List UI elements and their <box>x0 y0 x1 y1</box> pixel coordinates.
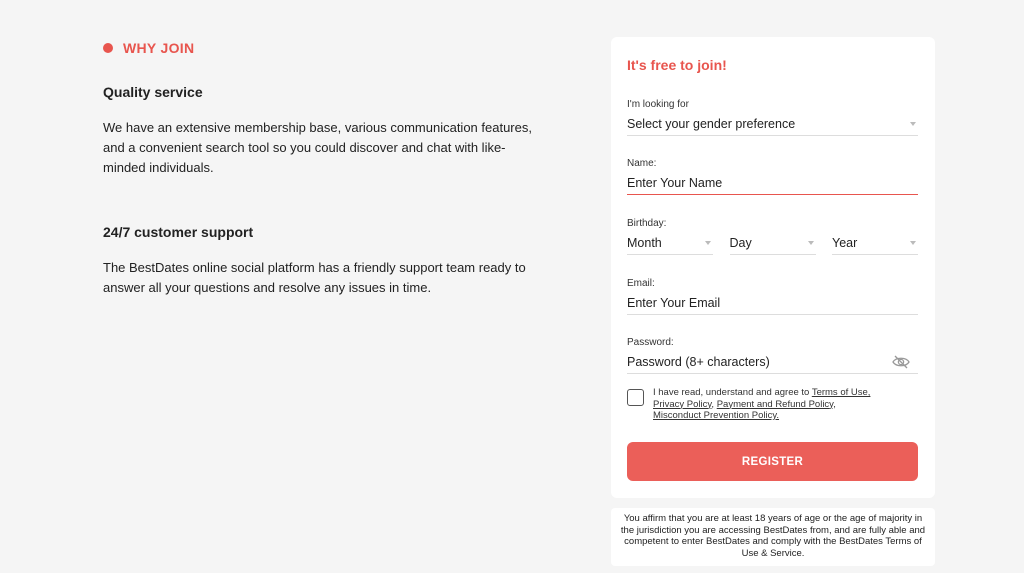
feature-customer-support <box>103 224 533 298</box>
age-disclaimer: You affirm that you are at least 18 years of age or the age of majority in the jurisdiction you are accessing BestDates from, and are fully able and competent to enter BestDates and comply with the BestDates Terms of Use & Service. <box>611 508 935 566</box>
birthday-month-select[interactable] <box>627 233 713 255</box>
password-field <box>627 337 918 374</box>
terms-agreement <box>627 387 918 422</box>
gender-preference-select[interactable] <box>627 114 918 136</box>
terms-prefix: I have read, understand and agree to <box>653 387 812 398</box>
day-value: Day <box>729 236 752 250</box>
why-join-heading <box>103 40 194 56</box>
year-value: Year <box>832 236 858 250</box>
feature-text: The BestDates online social platform has a friendly support team ready to answer all your questions and resolve any issues in time. <box>103 260 526 295</box>
chevron-down-icon <box>910 122 916 126</box>
register-button[interactable]: REGISTER <box>627 442 918 481</box>
dot-icon <box>103 43 113 53</box>
feature-title: 24/7 customer support <box>103 224 254 240</box>
email-label: Email: <box>627 278 655 289</box>
password-input[interactable] <box>627 352 918 374</box>
terms-checkbox[interactable] <box>627 389 644 406</box>
name-placeholder: Enter Your Name <box>627 176 723 190</box>
email-placeholder: Enter Your Email <box>627 296 721 310</box>
terms-text <box>653 387 870 422</box>
why-join-label: WHY JOIN <box>123 40 195 56</box>
eye-slash-icon[interactable] <box>892 355 910 369</box>
feature-title: Quality service <box>103 84 203 100</box>
chevron-down-icon <box>705 241 711 245</box>
password-label: Password: <box>627 337 674 348</box>
gender-preference-field <box>627 99 918 136</box>
registration-card <box>611 37 935 498</box>
terms-of-use-link[interactable]: Terms of Use, <box>811 387 871 398</box>
feature-quality-service <box>103 84 533 178</box>
email-input[interactable] <box>627 293 918 315</box>
card-title: It's free to join! <box>627 57 727 73</box>
chevron-down-icon <box>910 241 916 245</box>
birthday-year-select[interactable] <box>832 233 918 255</box>
gender-preference-label: I'm looking for <box>627 99 689 110</box>
name-label: Name: <box>627 158 657 169</box>
chevron-down-icon <box>808 241 814 245</box>
payment-refund-link[interactable]: Payment and Refund Policy, <box>716 398 836 410</box>
email-field <box>627 278 918 315</box>
name-field <box>627 158 918 195</box>
month-value: Month <box>627 236 662 250</box>
privacy-policy-link[interactable]: Privacy Policy, <box>653 398 715 410</box>
name-input[interactable] <box>627 173 918 195</box>
password-placeholder: Password (8+ characters) <box>627 355 770 369</box>
birthday-label: Birthday: <box>627 218 667 229</box>
feature-text: We have an extensive membership base, various communication features, and a convenient search tool so you could discover and chat with like-minded individuals. <box>103 120 532 175</box>
birthday-field <box>627 218 918 255</box>
misconduct-policy-link[interactable]: Misconduct Prevention Policy. <box>653 410 780 421</box>
gender-preference-value: Select your gender preference <box>627 117 796 131</box>
birthday-day-select[interactable] <box>730 233 816 255</box>
